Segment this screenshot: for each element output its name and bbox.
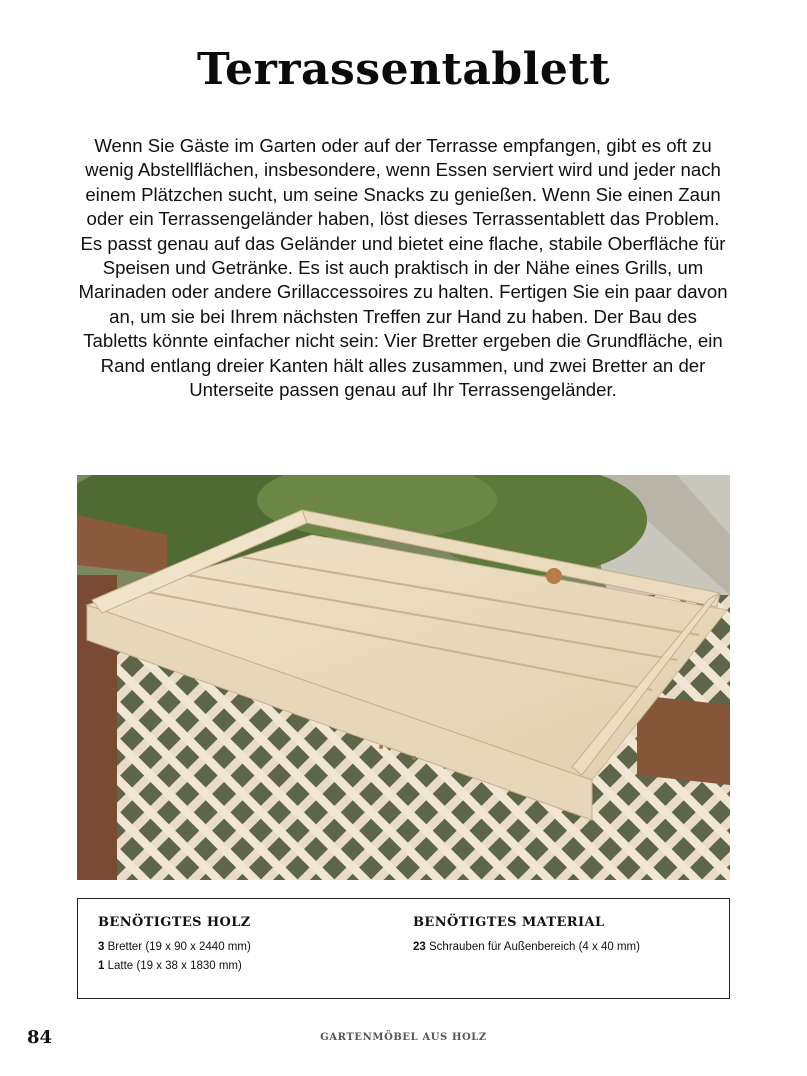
wood-item — [98, 957, 251, 976]
materials-box — [77, 898, 730, 999]
wood-item-qty: 1 — [98, 960, 105, 972]
wood-item-text: Latte (19 x 38 x 1830 mm) — [107, 960, 242, 972]
intro-paragraph: Wenn Sie Gäste im Garten oder auf der Terrasse empfangen, gibt es oft zu wenig Abstellflächen, insbesondere, wenn Essen serviert wird und jeder nach einem Plätzchen sucht, um seine Snacks zu genießen. Wenn Sie einen Zaun oder ein Terrassengeländer haben, löst dieses Terrassentablett das Problem. Es passt genau auf das Geländer und bietet eine flache, stabile Oberfläche für Speisen und Getränke. Es ist auch praktisch in der Nähe eines Grills, um Marinaden oder andere Grillaccessoires zu halten. Fertigen Sie ein paar davon an, um sie bei Ihrem nächsten Treffen zur Hand zu haben. Der Bau des Tabletts könnte einfacher nicht sein: Vier Bretter ergeben die Grundfläche, ein Rand entlang dreier Kanten hält alles zusammen, und zwei Bretter an der Unterseite passen genau auf Ihr Terrassengeländer. — [78, 135, 728, 401]
material-item-text: Schrauben für Außenbereich (4 x 40 mm) — [429, 941, 640, 953]
tray-photo — [77, 475, 730, 880]
wood-heading: BENÖTIGTES HOLZ — [98, 915, 251, 930]
page-number: 84 — [27, 1027, 53, 1048]
wood-item-qty: 3 — [98, 941, 105, 953]
material-item — [413, 938, 640, 957]
material-list — [413, 915, 640, 957]
wood-item-text: Bretter (19 x 90 x 2440 mm) — [107, 941, 251, 953]
material-heading: BENÖTIGTES MATERIAL — [413, 915, 605, 930]
material-item-qty: 23 — [413, 941, 426, 953]
book-title-footer: GARTENMÖBEL AUS HOLZ — [320, 1032, 487, 1043]
wood-list — [98, 915, 251, 976]
page-title: Terrassentablett — [196, 44, 611, 95]
wood-item — [98, 938, 251, 957]
